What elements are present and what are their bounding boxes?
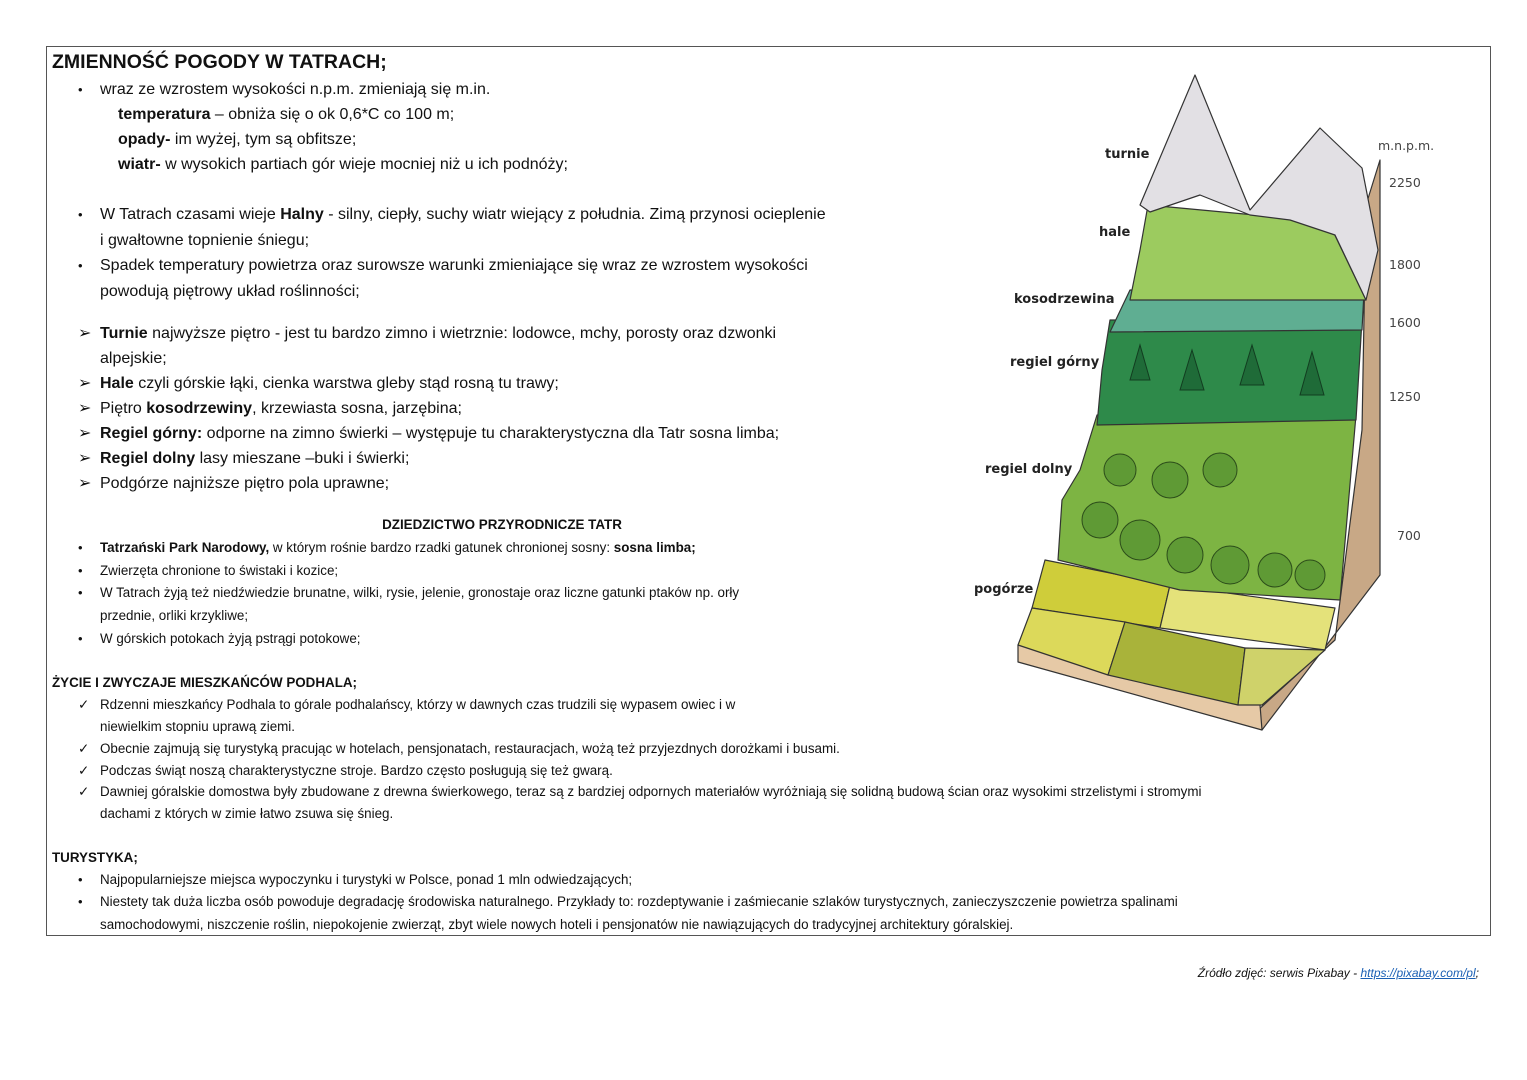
bullet-marker-icon: • — [78, 539, 83, 555]
altitude-700: 700 — [1397, 528, 1421, 543]
bullet-marker-icon: ✓ — [78, 784, 90, 800]
altitude-unit: m.n.p.m. — [1378, 138, 1435, 153]
bold-text: Tatrzański Park Narodowy, — [100, 539, 270, 555]
text: najwyższe piętro - jest tu bardzo zimno i wietrznie: lodowce, mchy, porosty oraz dzwonki — [147, 325, 777, 342]
bullet-marker-icon: ➢ — [78, 425, 92, 442]
text: Niestety tak duża liczba osób powoduje degradację środowiska naturalnego. Przykłady to: rozdeptywanie i zaśmiecanie szlaków turystycznych, zanieczyszczenie powietrza spalinami — [100, 894, 1178, 910]
text: samochodowymi, niszczenie roślin, niepokojenie zwierząt, zbyt wiele nowych hoteli i pensjonatów nie nawiązujących do tradycyjnej architektury góralskiej. — [100, 916, 1014, 932]
text: Zwierzęta chronione to świstaki i kozice; — [100, 562, 339, 578]
bold-text: Regiel górny: — [100, 425, 203, 442]
source-prefix: Źródło zdjęć: serwis Pixabay - — [1197, 966, 1361, 980]
text: W górskich potokach żyją pstrągi potokowe; — [100, 630, 361, 646]
line-text — [118, 127, 356, 152]
mountain-zones-illustration — [960, 60, 1460, 740]
line-text — [52, 847, 138, 869]
line-text — [100, 279, 360, 305]
text: niewielkim stopniu uprawą ziemi. — [100, 718, 295, 734]
bullet-marker-icon: • — [78, 82, 83, 97]
bold-text: sosna limba; — [613, 539, 696, 555]
bullet-marker-icon: ➢ — [78, 450, 92, 467]
text: odporne na zimno świerki – występuje tu charakterystyczna dla Tatr sosna limba; — [202, 425, 780, 442]
text: wraz ze wzrostem wysokości n.p.m. zmieniają się m.in. — [100, 81, 491, 98]
bullet-marker-icon: ➢ — [78, 375, 92, 392]
bold-text: wiatr- — [118, 156, 161, 173]
altitude-1250: 1250 — [1389, 389, 1421, 404]
text: powodują piętrowy układ roślinności; — [100, 282, 360, 300]
bold-text: Halny — [280, 206, 324, 223]
line-text — [100, 781, 1201, 803]
line-text — [100, 321, 776, 346]
line-text — [100, 803, 393, 825]
bullet-marker-icon: ➢ — [78, 400, 92, 417]
text: im wyżej, tym są obfitsze; — [170, 131, 357, 148]
line-text — [100, 371, 559, 396]
text: Najpopularniejsze miejsca wypoczynku i turystyki w Polsce, ponad 1 mln odwiedzających; — [100, 872, 633, 888]
bullet-marker-icon: • — [78, 585, 83, 601]
line-text — [118, 102, 454, 127]
text: Podczas świąt noszą charakterystyczne stroje. Bardzo często posługują się też gwarą. — [100, 762, 613, 778]
bold-text: ŻYCIE I ZWYCZAJE MIESZKAŃCÓW PODHALA; — [52, 675, 358, 690]
text: czyli górskie łąki, cienka warstwa gleby stąd rosną tu trawy; — [133, 375, 559, 392]
text: w wysokich partiach gór wieje mocniej niż u ich podnóży; — [160, 156, 568, 173]
zone-label-regiel-gorny: regiel górny — [1010, 355, 1100, 370]
text: - silny, ciepły, suchy wiatr wiejący z południa. Zimą przynosi ocieplenie — [323, 206, 826, 223]
bold-text: kosodrzewiny — [146, 400, 253, 417]
text: Rdzenni mieszkańcy Podhala to górale podhalańscy, którzy w dawnych czas trudzili się wypasem owiec i w — [100, 696, 736, 712]
source-suffix: ; — [1475, 966, 1479, 980]
line-text — [52, 672, 357, 694]
page-title: ZMIENNOŚĆ POGODY W TATRACH; — [52, 51, 387, 73]
line-text — [100, 202, 826, 228]
bold-text: temperatura — [118, 106, 211, 123]
text: Podgórze najniższe piętro pola uprawne; — [100, 475, 390, 492]
bold-text: Hale — [100, 375, 134, 392]
line-text — [100, 628, 361, 651]
line-text — [100, 738, 840, 760]
text: przednie, orliki krzykliwe; — [100, 608, 249, 624]
line-text — [100, 77, 490, 102]
bold-text: opady- — [118, 131, 171, 148]
line-text — [100, 228, 309, 254]
text: – obniża się o ok 0,6*C co 100 m; — [210, 106, 455, 123]
bullet-marker-icon: ➢ — [78, 475, 92, 492]
zone-label-regiel-dolny: regiel dolny — [985, 462, 1073, 477]
bullet-marker-icon: • — [78, 207, 83, 222]
line-text — [118, 152, 568, 177]
text: Obecnie zajmują się turystyką pracując w hotelach, pensjonatach, restauracjach, wożą też przyjezdnych dorożkami i busami. — [100, 740, 840, 756]
text: Spadek temperatury powietrza oraz surowsze warunki zmieniające się wraz ze wzrostem wysokości — [100, 257, 808, 274]
image-source-note — [1198, 966, 1479, 980]
line-text — [52, 514, 952, 537]
line-text — [100, 446, 409, 471]
bold-text: TURYSTYKA; — [52, 850, 138, 865]
altitude-1600: 1600 — [1389, 315, 1421, 330]
bold-text: Regiel dolny — [100, 450, 196, 467]
bullet-marker-icon: ➢ — [78, 325, 92, 342]
text: W Tatrach czasami wieje — [100, 206, 281, 223]
altitude-2250: 2250 — [1389, 175, 1421, 190]
text: i gwałtowne topnienie śniegu; — [100, 231, 310, 249]
text: lasy mieszane –buki i świerki; — [195, 450, 410, 467]
line-text — [100, 421, 779, 446]
altitude-1800: 1800 — [1389, 257, 1421, 272]
bullet-marker-icon: ✓ — [78, 740, 90, 756]
zone-label-hale: hale — [1099, 225, 1131, 240]
line-text — [100, 560, 338, 583]
zone-label-pogorze: pogórze — [974, 582, 1034, 597]
line-text — [100, 537, 696, 560]
text: W Tatrach żyją też niedźwiedzie brunatne, wilki, rysie, jelenie, gronostaje oraz liczne gatunki ptaków np. orły — [100, 585, 740, 601]
bullet-marker-icon: • — [78, 872, 83, 888]
text: alpejskie; — [100, 350, 167, 367]
line-text — [100, 869, 632, 891]
line-text — [100, 253, 808, 279]
text: Piętro — [100, 400, 147, 417]
pixabay-link[interactable]: https://pixabay.com/pl — [1360, 966, 1476, 980]
bold-text: DZIEDZICTWO PRZYRODNICZE TATR — [382, 517, 622, 532]
line-text — [100, 694, 735, 716]
bold-text: Turnie — [100, 325, 148, 342]
line-text — [100, 396, 462, 421]
text: w którym rośnie bardzo rzadki gatunek chronionej sosny: — [269, 539, 614, 555]
bullet-marker-icon: ✓ — [78, 762, 90, 778]
line-text — [100, 471, 389, 496]
zone-label-turnie: turnie — [1105, 147, 1150, 162]
zone-label-kosodrzewina: kosodrzewina — [1014, 292, 1115, 307]
line-text — [100, 582, 739, 605]
bullet-marker-icon: • — [78, 258, 83, 273]
text: Dawniej góralskie domostwa były zbudowane z drewna świerkowego, teraz są z bardziej odpornych materiałów wyróżniają się solidną budową ścian oraz wysokimi strzelistymi i stromymi — [100, 784, 1202, 800]
line-text — [100, 605, 248, 628]
line-text — [100, 914, 1013, 936]
line-text — [100, 716, 295, 738]
line-text — [100, 760, 613, 782]
bullet-marker-icon: • — [78, 894, 83, 910]
text: dachami z których w zimie łatwo zsuwa się śnieg. — [100, 806, 394, 822]
bullet-marker-icon: ✓ — [78, 696, 90, 712]
line-text — [100, 346, 167, 371]
bullet-marker-icon: • — [78, 630, 83, 646]
text: , krzewiasta sosna, jarzębina; — [252, 400, 462, 417]
bullet-marker-icon: • — [78, 562, 83, 578]
line-text — [100, 891, 1178, 913]
